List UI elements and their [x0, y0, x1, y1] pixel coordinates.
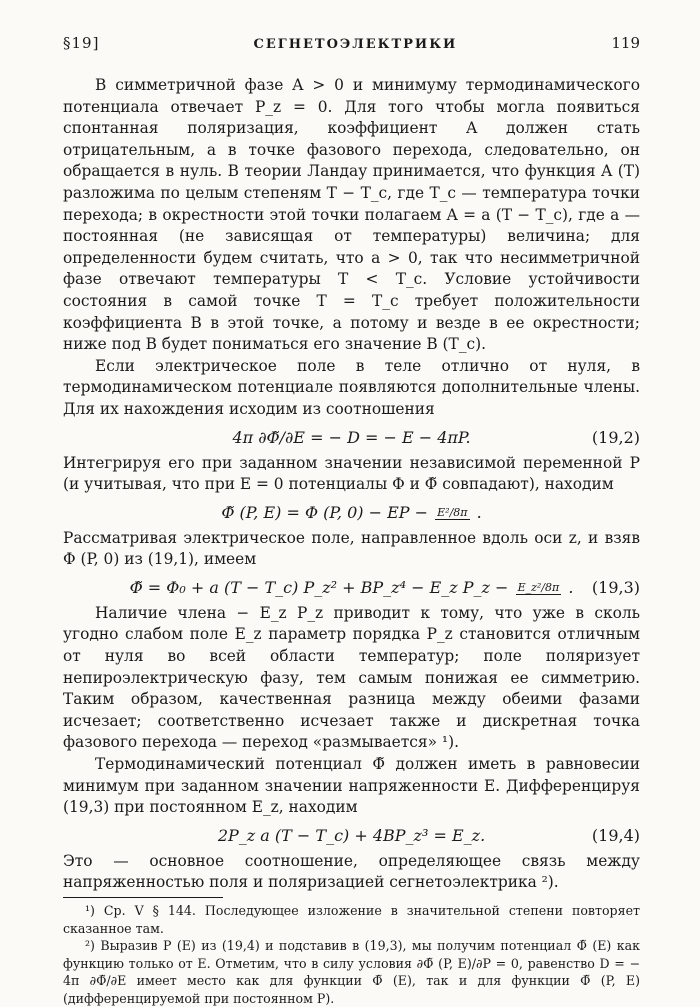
paragraph-integrating: Интегрируя его при заданном значении независимой переменной P (и учитывая, что при E = 0 потенциалы Φ и Φ̃ совпадают), находим: [63, 453, 640, 494]
fraction: [435, 507, 469, 520]
equation-potential-pe: [63, 502, 640, 524]
footnote-1: ¹) Ср. V § 144. Последующее изложение в значительной степени повторяет сказанное там.: [63, 903, 640, 936]
equation-19-2: [63, 427, 640, 449]
paragraph-field-along-z: Рассматривая электрическое поле, направленное вдоль оси z, и взяв Φ (P, 0) из (19,1), имеем: [63, 528, 640, 569]
equation-19-2-rhs: = − D = − E − 4πP.: [310, 427, 471, 447]
paragraph-minimum: Термодинамический потенциал Φ̃ должен иметь в равновесии минимум при заданном значении напряженности E. Дифференцируя (19,3) при постоянном E_z, находим: [63, 755, 640, 817]
equation-19-4: [63, 825, 640, 847]
equation-tail: .: [568, 577, 574, 597]
equation-19-3-lhs: Φ̃ = Φ₀ + a (T − T_c) P_z² + BP_z⁴ − E_z P_z −: [129, 577, 509, 597]
paragraph-electric-field: Если электрическое поле в теле отлично от нуля, в термодинамическом потенциале появляются дополнительные члены. Для их нахождения исходим из соотношения: [63, 356, 640, 418]
footnote-2: ²) Выразив P (E) из (19,4) и подставив в (19,3), мы получим потенциал Φ̃ (E) как функцию только от E. Отметим, что в силу условия ∂Φ̃ (P, E)/∂P = 0, равенство D = − 4π ∂Φ̃/∂E имеет место как для функции Φ̃ (E), так и для функции Φ̃ (P, E) (дифференцируемой при постоянном P).: [63, 938, 640, 1006]
section-marker: §19]: [63, 34, 100, 52]
equation-number: (19,3): [591, 577, 640, 597]
page-number: 119: [611, 34, 640, 52]
equation-19-3: [63, 577, 640, 599]
paragraph-term-ezpz: Наличие члена − E_z P_z приводит к тому, что уже в сколь угодно слабом поле E_z параметр порядка P_z становится отличным от нуля во всей области температур; поле поляризует непироэлектрическую фазу, тем самым понижая ее симметрию. Таким образом, качественная разница между обеими фазами исчезает; соответственно исчезает также и дискретная точка фазового перехода — переход «размывается» ¹).: [63, 603, 640, 752]
paragraph-basic-relation: Это — основное соотношение, определяющее связь между напряженностью поля и поляризацией сегнетоэлектрика ²).: [63, 851, 640, 892]
fraction-value: E²/8π: [437, 505, 468, 519]
footnote-divider: [63, 897, 223, 898]
equation-19-4-body: 2P_z a (T − T_c) + 4BP_z³ = E_z.: [217, 825, 486, 845]
paragraph-symmetric-phase: В симметричной фазе A > 0 и минимуму термодинамического потенциала отвечает P_z = 0. Для того чтобы могла появиться спонтанная поляризация, коэффициент A должен стать отрицательным, а в точке фазового перехода, следовательно, он обращается в нуль. В теории Ландау принимается, что функция A (T) разложима по целым степеням T − T_c, где T_c — температура точки перехода; в окрестности этой точки полагаем A = a (T − T_c), где a — постоянная (не зависящая от температуры) величина; для определенности будем считать, что a > 0, так что несимметричной фазе отвечают температуры T < T_c. Условие устойчивости состояния в самой точке T = T_c требует положительности коэффициента B в этой точке, а потому и везде в ее окрестности; ниже под B будет пониматься его значение B (T_c).: [63, 76, 640, 354]
equation-19-2-lhs: 4π ∂Φ̃/∂E: [232, 427, 305, 447]
equation-number: (19,4): [591, 825, 640, 845]
fraction: [516, 582, 562, 595]
equation-potential-pe-lhs: Φ̃ (P, E) = Φ (P, 0) − EP −: [221, 502, 429, 522]
running-title: СЕГНЕТОЭЛЕКТРИКИ: [253, 37, 458, 52]
equation-tail: .: [476, 502, 482, 522]
running-header: [63, 34, 640, 52]
fraction-value: E_z²/8π: [517, 580, 560, 594]
equation-number: (19,2): [591, 427, 640, 447]
